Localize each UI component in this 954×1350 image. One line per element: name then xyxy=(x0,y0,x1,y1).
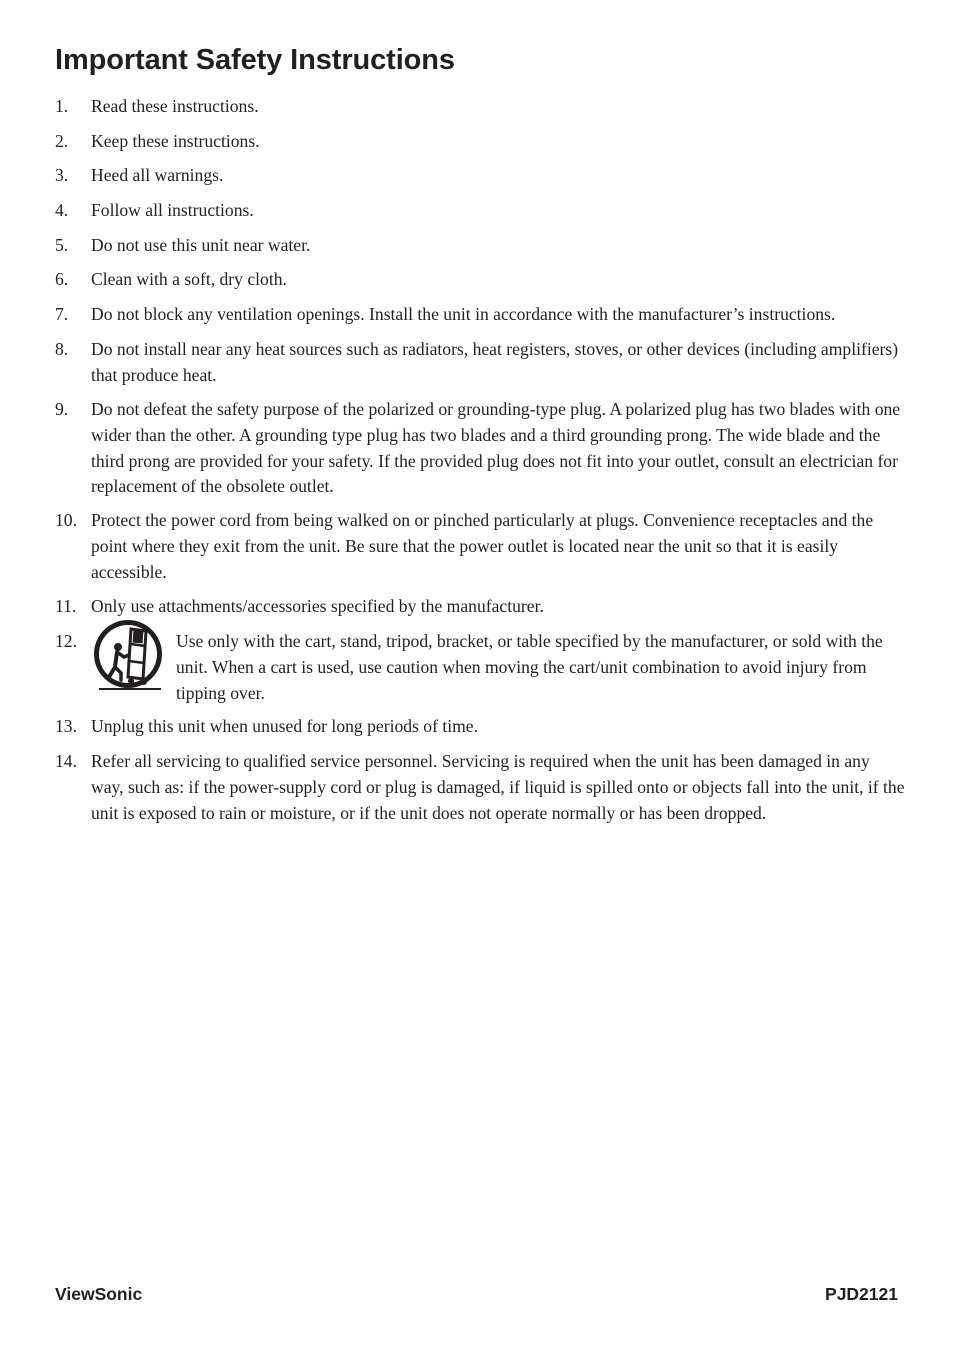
list-item xyxy=(55,629,905,706)
list-item-number: 7. xyxy=(55,304,69,324)
list-item-number: 4. xyxy=(55,200,69,220)
list-item-number: 5. xyxy=(55,235,69,255)
list-item-number: 6. xyxy=(55,269,69,289)
list-item-text: Unplug this unit when unused for long periods of time. xyxy=(91,716,479,736)
list-item-text: Read these instructions. xyxy=(91,96,259,116)
list-item-number: 10. xyxy=(55,510,77,530)
list-item-number: 9. xyxy=(55,399,69,419)
list-item xyxy=(55,163,905,189)
list-item-text: Use only with the cart, stand, tripod, bracket, or table specified by the manufacturer, or sold with the unit. When a cart is used, use caution when moving the cart/unit combination to avoid injury from tipping over. xyxy=(176,631,883,703)
list-item-text: Protect the power cord from being walked on or pinched particularly at plugs. Convenience receptacles and the point where they exit from the unit. Be sure that the power outlet is located near the unit so that it is easily accessible. xyxy=(91,510,874,582)
list-item-number: 2. xyxy=(55,131,69,151)
page-title: Important Safety Instructions xyxy=(55,44,455,76)
list-item-number: 3. xyxy=(55,165,69,185)
cart-tip-over-warning-icon xyxy=(91,617,166,695)
footer-brand: ViewSonic xyxy=(55,1284,143,1304)
list-item-text: Do not install near any heat sources such as radiators, heat registers, stoves, or other devices (including amplifiers) that produce heat. xyxy=(91,339,899,385)
list-item xyxy=(55,749,905,826)
list-item-number: 8. xyxy=(55,339,69,359)
list-item xyxy=(55,94,905,120)
list-item xyxy=(55,302,905,328)
list-item xyxy=(55,397,905,500)
footer-model: PJD2121 xyxy=(825,1284,898,1304)
list-item xyxy=(55,337,905,389)
list-item-text: Only use attachments/accessories specified by the manufacturer. xyxy=(91,596,544,616)
list-item-text: Do not use this unit near water. xyxy=(91,235,311,255)
list-item-number: 11. xyxy=(55,596,77,616)
list-item-text: Follow all instructions. xyxy=(91,200,254,220)
list-item xyxy=(55,129,905,155)
list-item xyxy=(55,508,905,585)
list-item-text: Keep these instructions. xyxy=(91,131,260,151)
list-item xyxy=(55,198,905,224)
list-item-number: 13. xyxy=(55,716,77,736)
list-item-number: 12. xyxy=(55,631,77,651)
list-item xyxy=(55,594,905,620)
list-item-text: Clean with a soft, dry cloth. xyxy=(91,269,287,289)
list-item-text: Heed all warnings. xyxy=(91,165,224,185)
list-item-text: Do not defeat the safety purpose of the polarized or grounding-type plug. A polarized plug has two blades with one wider than the other. A grounding type plug has two blades and a third grounding prong. The wide blade and the third prong are provided for your safety. If the provided plug does not fit into your outlet, consult an electrician for replacement of the obsolete outlet. xyxy=(91,399,901,497)
list-item-number: 14. xyxy=(55,751,77,771)
list-item-text: Refer all servicing to qualified service personnel. Servicing is required when the unit has been damaged in any way, such as: if the power-supply cord or plug is damaged, if liquid is spilled onto or objects fall into the unit, if the unit is exposed to rain or moisture, or if the unit does not operate normally or has been dropped. xyxy=(91,751,905,823)
list-item-number: 1. xyxy=(55,96,69,116)
list-item xyxy=(55,267,905,293)
list-item xyxy=(55,233,905,259)
list-item xyxy=(55,714,905,740)
list-item-text: Do not block any ventilation openings. Install the unit in accordance with the manufacturer’s instructions. xyxy=(91,304,836,324)
